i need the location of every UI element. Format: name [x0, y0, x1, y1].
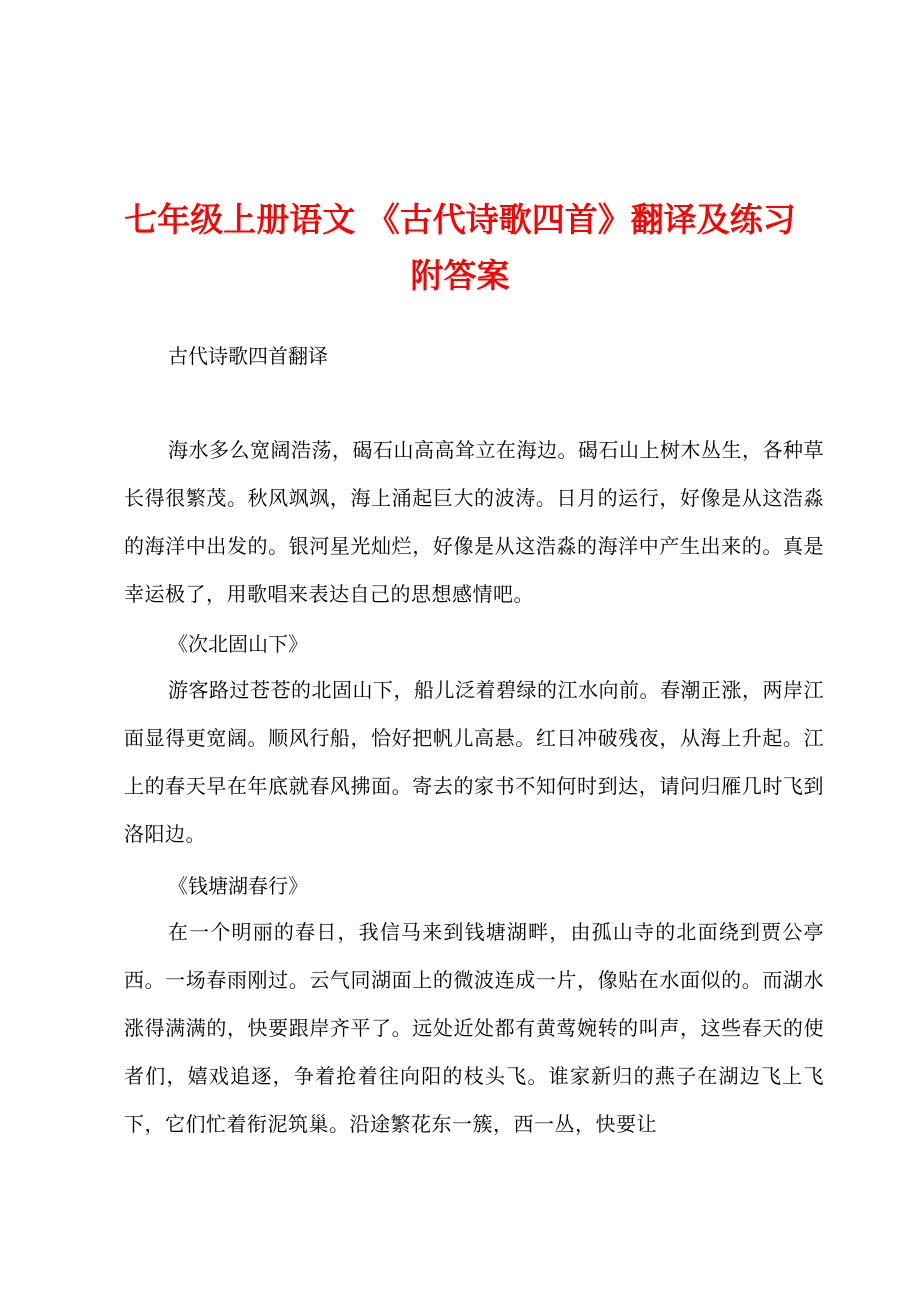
- translation-paragraph-1: 海水多么宽阔浩荡，碣石山高高耸立在海边。碣石山上树木丛生，各种草长得很繁茂。秋风飒飒，海上涌起巨大的波涛。日月的运行，好像是从这浩淼的海洋中出发的。银河星光灿烂，好像是从这浩淼的海洋中产生出来的。真是幸运极了，用歌唱来表达自己的思想感情吧。: [124, 438, 824, 606]
- document-title: [100, 192, 820, 304]
- title-line-2: 附答案: [410, 256, 510, 295]
- section-heading: 古代诗歌四首翻译: [168, 344, 328, 368]
- poem-title-qiantanghuchunxing: 《钱塘湖春行》: [168, 874, 308, 898]
- title-line-1: 七年级上册语文 《古代诗歌四首》翻译及练习: [124, 200, 796, 239]
- translation-paragraph-3: 在一个明丽的春日，我信马来到钱塘湖畔，由孤山寺的北面绕到贾公亭西。一场春雨刚过。云气同湖面上的微波连成一片，像贴在水面似的。而湖水涨得满满的，快要跟岸齐平了。远处近处都有黄莺婉转的叫声，这些春天的使者们，嬉戏追逐，争着抢着往向阳的枝头飞。谁家新归的燕子在湖边飞上飞下，它们忙着衔泥筑巢。沿途繁花东一簇，西一丛，快要让: [124, 920, 824, 1136]
- translation-paragraph-2: 游客路过苍苍的北固山下，船儿泛着碧绿的江水向前。春潮正涨，两岸江面显得更宽阔。顺风行船，恰好把帆儿高悬。红日冲破残夜，从海上升起。江上的春天早在年底就春风拂面。寄去的家书不知何时到达，请问归雁几时飞到洛阳边。: [124, 678, 824, 846]
- poem-title-cibeigushanxia: 《次北固山下》: [168, 632, 308, 656]
